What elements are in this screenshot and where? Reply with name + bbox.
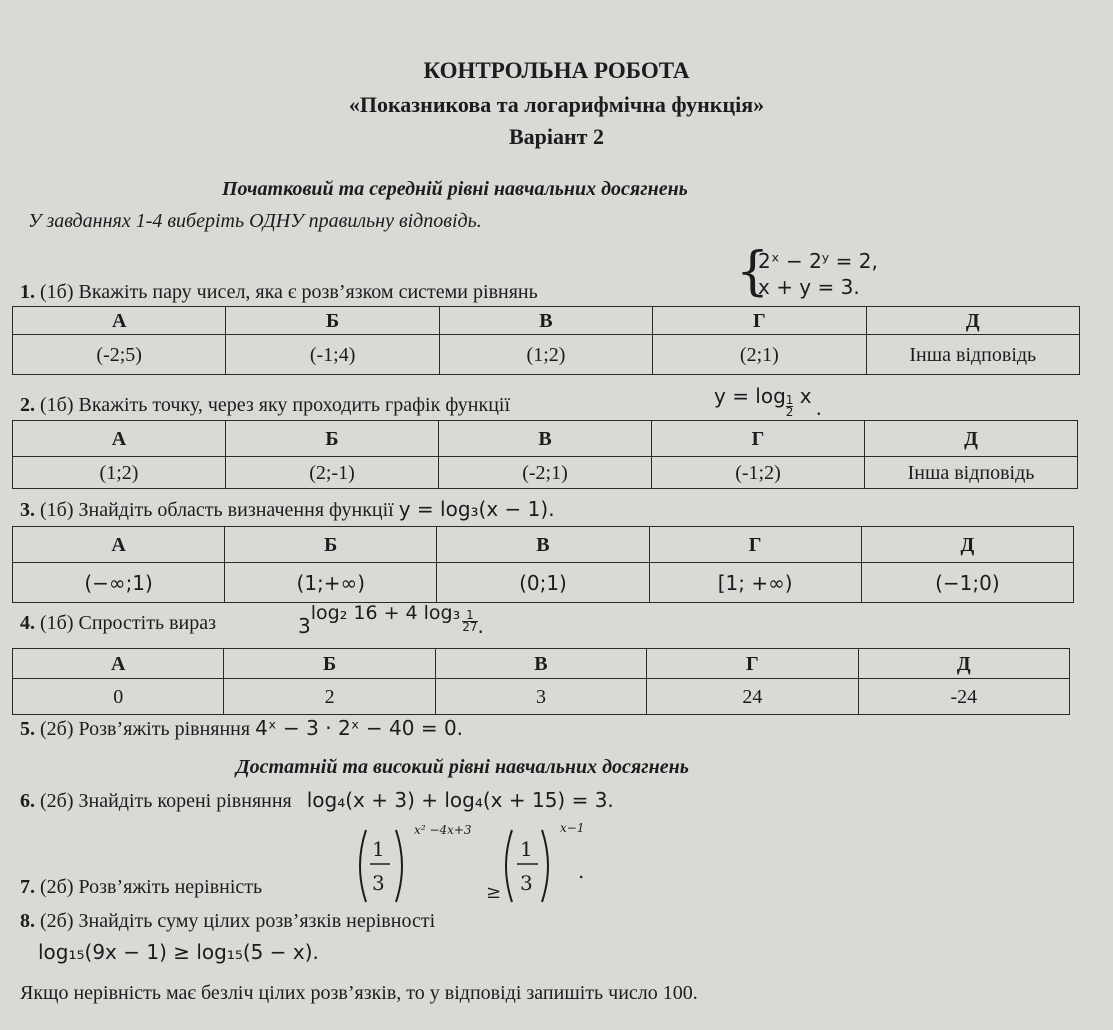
- option-a: (-2;5): [13, 335, 226, 375]
- equation-formula: 4ˣ − 3 · 2ˣ − 40 = 0.: [255, 716, 464, 740]
- equation-system: [736, 242, 878, 302]
- question-8-note: Якщо нерівність має безліч цілих розв’язків, то у відповіді запишіть число 100.: [20, 982, 698, 1004]
- question-8: [20, 910, 435, 933]
- question-text: Розв’яжіть нерівність: [78, 876, 263, 898]
- formula-end: .: [477, 614, 484, 638]
- question-6: [20, 788, 614, 813]
- option-header-g: Г: [647, 649, 858, 679]
- right-fraction-numerator: 1: [520, 837, 533, 861]
- question-points: (1б): [40, 499, 74, 521]
- left-fraction-denominator: 3: [372, 871, 385, 895]
- option-header-d: Д: [865, 421, 1078, 457]
- system-equation-1: 2ˣ − 2ʸ = 2,: [758, 249, 878, 273]
- option-b: (2;-1): [226, 457, 439, 489]
- inequality-formula: [352, 818, 612, 904]
- option-g: (2;1): [653, 335, 866, 375]
- formula-prefix: y = log: [714, 384, 786, 408]
- formula-suffix: x: [793, 384, 812, 408]
- option-header-g: Г: [653, 307, 866, 335]
- option-a: (−∞;1): [13, 563, 225, 603]
- option-header-b: Б: [224, 649, 435, 679]
- option-header-v: В: [437, 527, 649, 563]
- left-exponent: x² −4x+3: [414, 823, 472, 837]
- formula-end: .: [578, 859, 585, 883]
- question-4: [20, 612, 216, 635]
- question-number: 6.: [20, 790, 35, 812]
- option-header-g: Г: [652, 421, 865, 457]
- question-number: 8.: [20, 910, 35, 932]
- question-text: Спростіть вираз: [78, 612, 216, 634]
- log-base-fraction: [786, 395, 794, 418]
- option-d: (−1;0): [861, 563, 1073, 603]
- question-points: (1б): [40, 281, 74, 303]
- inequality-sign: ≥: [486, 882, 502, 903]
- section-title-advanced: Достатній та високий рівні навчальних досягнень: [236, 756, 689, 778]
- question-number: 7.: [20, 876, 35, 898]
- question-3: [20, 497, 555, 522]
- option-header-b: Б: [226, 307, 439, 335]
- expression-exponent: log₂ 16 + 4 log₃: [310, 602, 461, 624]
- option-header-b: Б: [226, 421, 439, 457]
- expression-formula: [298, 600, 484, 638]
- option-b: (1;+∞): [225, 563, 437, 603]
- right-fraction-denominator: 3: [520, 871, 533, 895]
- variant-label: Варіант 2: [508, 124, 604, 149]
- question-number: 3.: [20, 499, 35, 521]
- option-header-a: А: [13, 649, 224, 679]
- option-header-a: А: [13, 527, 225, 563]
- question-points: (2б): [40, 790, 74, 812]
- left-fraction-numerator: 1: [372, 837, 385, 861]
- option-v: (0;1): [437, 563, 649, 603]
- brace-symbol: {: [736, 242, 770, 302]
- right-exponent: x−1: [560, 821, 585, 835]
- question-text: Знайдіть суму цілих розв’язків нерівності: [78, 910, 436, 932]
- option-header-d: Д: [861, 527, 1073, 563]
- formula-end: .: [815, 396, 822, 420]
- equation-formula: log₄(x + 3) + log₄(x + 15) = 3.: [306, 788, 614, 812]
- option-d: -24: [858, 679, 1069, 715]
- fraction-numerator: 1: [785, 393, 794, 407]
- inequality-formula-q8: log₁₅(9x − 1) ≥ log₁₅(5 − x).: [38, 940, 319, 964]
- question-points: (1б): [40, 394, 74, 416]
- answer-table-q4: [12, 648, 1070, 715]
- expression-base: 3: [298, 614, 311, 638]
- option-g: [1; +∞): [649, 563, 861, 603]
- option-a: (1;2): [13, 457, 226, 489]
- option-v: (1;2): [439, 335, 652, 375]
- option-v: (-2;1): [439, 457, 652, 489]
- document-subtitle: «Показникова та логарифмічна функція»: [348, 92, 765, 117]
- option-d: Інша відповідь: [865, 457, 1078, 489]
- option-a: 0: [13, 679, 224, 715]
- system-equation-2: x + y = 3.: [758, 275, 860, 299]
- option-header-a: А: [13, 421, 226, 457]
- option-b: 2: [224, 679, 435, 715]
- option-header-a: А: [13, 307, 226, 335]
- question-1: [20, 281, 538, 304]
- exponent-fraction: [462, 610, 477, 633]
- question-2: [20, 394, 510, 417]
- answer-table-q2: [12, 420, 1078, 489]
- option-header-v: В: [435, 649, 646, 679]
- section-title-basic: Початковий та середній рівні навчальних досягнень: [222, 178, 688, 200]
- instruction-text: У завданнях 1-4 виберіть ОДНУ правильну відповідь.: [28, 210, 482, 232]
- question-number: 2.: [20, 394, 35, 416]
- question-5: [20, 716, 463, 741]
- question-points: (2б): [40, 718, 74, 740]
- question-text: Вкажіть точку, через яку проходить графік функції: [78, 394, 511, 416]
- question-text: Знайдіть область визначення функції: [78, 499, 394, 521]
- question-text: Знайдіть корені рівняння: [78, 790, 292, 812]
- question-points: (2б): [40, 876, 74, 898]
- option-d: Інша відповідь: [866, 335, 1079, 375]
- question-points: (2б): [40, 910, 74, 932]
- option-header-d: Д: [858, 649, 1069, 679]
- fraction-denominator: 27: [462, 620, 478, 634]
- question-points: (1б): [40, 612, 74, 634]
- question-7: [20, 876, 262, 899]
- question-text: Розв’яжіть рівняння: [78, 718, 251, 740]
- option-v: 3: [435, 679, 646, 715]
- option-b: (-1;4): [226, 335, 439, 375]
- question-number: 4.: [20, 612, 35, 634]
- function-formula: y = log₃(x − 1).: [398, 497, 555, 521]
- fraction-denominator: 2: [785, 405, 794, 419]
- answer-table-q1: [12, 306, 1080, 375]
- document-title: КОНТРОЛЬНА РОБОТА: [423, 58, 690, 83]
- option-g: (-1;2): [652, 457, 865, 489]
- option-header-v: В: [439, 421, 652, 457]
- function-formula: [714, 384, 822, 420]
- question-text: Вкажіть пару чисел, яка є розв’язком системи рівнянь: [78, 281, 538, 303]
- option-g: 24: [647, 679, 858, 715]
- option-header-v: В: [439, 307, 652, 335]
- option-header-d: Д: [866, 307, 1079, 335]
- question-number: 5.: [20, 718, 35, 740]
- fraction-numerator: 1: [462, 610, 477, 622]
- question-number: 1.: [20, 281, 35, 303]
- answer-table-q3: [12, 526, 1074, 603]
- option-header-g: Г: [649, 527, 861, 563]
- option-header-b: Б: [225, 527, 437, 563]
